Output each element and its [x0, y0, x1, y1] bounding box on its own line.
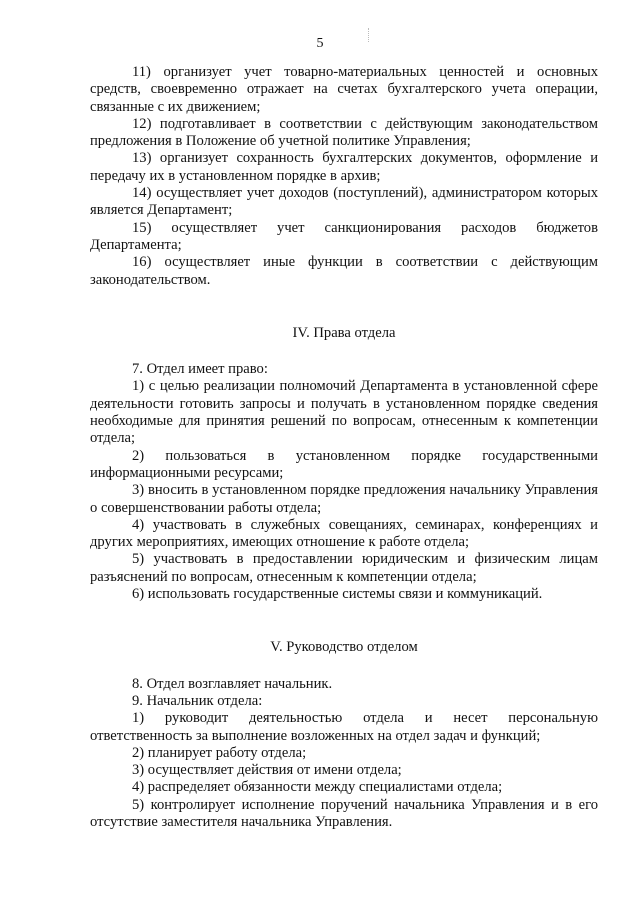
paragraph-right-4: 4) участвовать в служебных совещаниях, семинарах, конференциях и других мероприятиях, имеющих отношение к работе отдела;: [90, 516, 598, 551]
page-number: 5: [316, 36, 324, 51]
paragraph-management-8: 8. Отдел возглавляет начальник.: [132, 675, 333, 692]
paragraph-item-15: 15) осуществляет учет санкционирования расходов бюджетов Департамента;: [90, 219, 598, 253]
paragraph-right-6: 6) использовать государственные системы связи и коммуникаций.: [132, 586, 543, 603]
paragraph-rights-intro: 7. Отдел имеет право:: [132, 361, 268, 378]
section-heading-rights: IV. Права отдела: [292, 324, 396, 341]
paragraph-item-12: 12) подготавливает в соответствии с действующим законодательством предложения в Положение об учетной политике Управления;: [90, 115, 598, 150]
paragraph-right-5: 5) участвовать в предоставлении юридическим и физическим лицам разъяснений по вопросам, отнесенным к компетенции отдела;: [90, 551, 598, 585]
document-body: [90, 64, 598, 831]
paragraph-right-1: 1) с целью реализации полномочий Департамента в установленной сфере деятельности готовить запросы и получать в установленном порядке сведения необходимые для принятия решений по вопросам, отнесенным к компетенции отдела;: [90, 378, 598, 447]
paragraph-item-16: 16) осуществляет иные функции в соответствии с действующим законодательством.: [90, 254, 598, 288]
paragraph-duty-1: 1) руководит деятельностью отдела и несет персональную ответственность за выполнение возложенных на отдел задач и функций;: [90, 710, 598, 744]
paragraph-duty-3: 3) осуществляет действия от имени отдела;: [132, 762, 402, 779]
paragraph-item-13: 13) организует сохранность бухгалтерских документов, оформление и передачу их в установленном порядке в архив;: [90, 150, 598, 184]
paragraph-duty-5: 5) контролирует исполнение поручений начальника Управления и в его отсутствие заместителя начальника Управления.: [90, 796, 598, 830]
paragraph-right-2: 2) пользоваться в установленном порядке государственными информационными ресурсами;: [90, 447, 598, 481]
paragraph-right-3: 3) вносить в установленном порядке предложения начальнику Управления о совершенствовании работы отдела;: [90, 482, 598, 516]
paragraph-item-14: 14) осуществляет учет доходов (поступлений), администратором которых является Департамент;: [90, 185, 598, 219]
section-heading-management: V. Руководство отделом: [270, 639, 418, 656]
paragraph-management-9: 9. Начальник отдела:: [132, 692, 263, 709]
paragraph-duty-2: 2) планирует работу отдела;: [132, 744, 307, 761]
paragraph-item-11: 11) организует учет товарно-материальных ценностей и основных средств, своевременно отражает на счетах бухгалтерского учета операции, связанные с их движением;: [90, 64, 598, 115]
paragraph-duty-4: 4) распределяет обязанности между специалистами отдела;: [132, 779, 503, 796]
